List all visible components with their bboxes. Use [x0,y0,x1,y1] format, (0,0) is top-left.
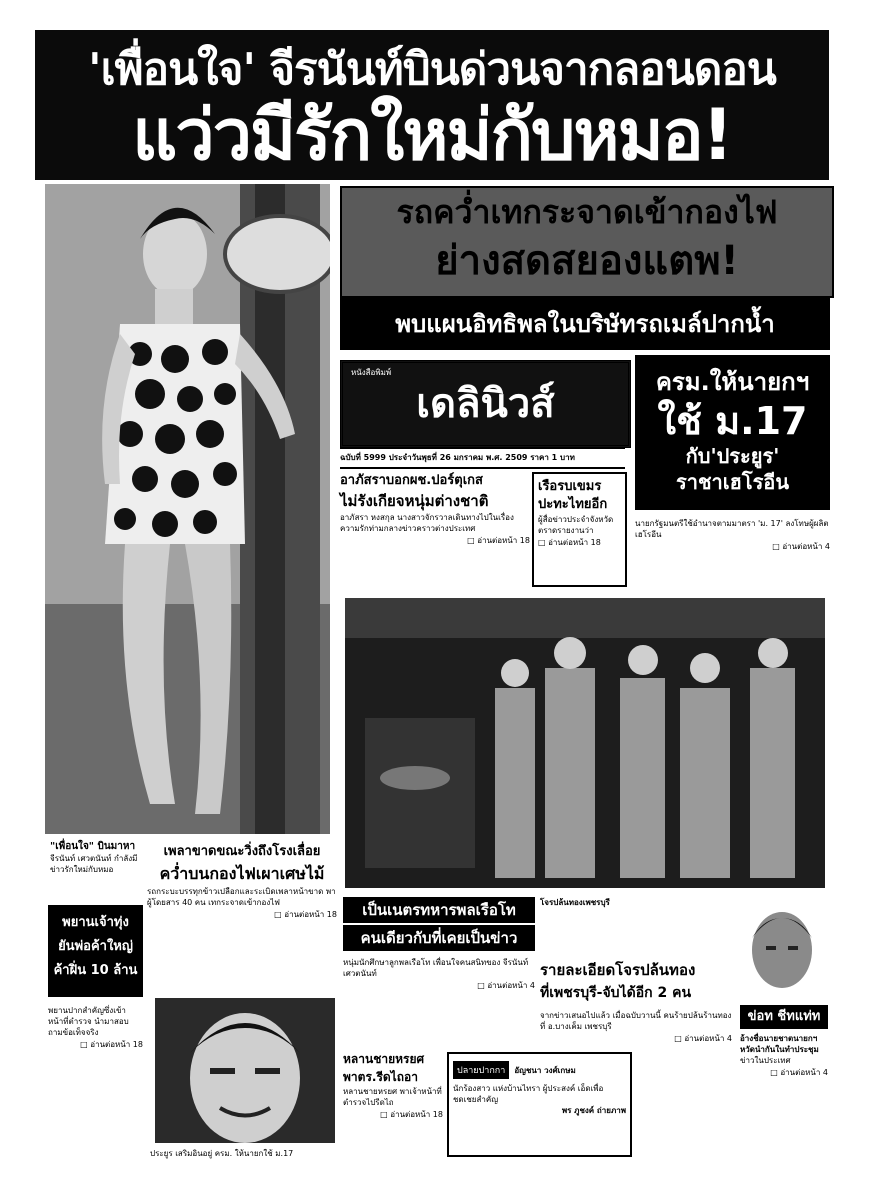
paper-issue-line [340,447,625,469]
cambodia-title-2: ปะทะไทยอีก [538,497,608,512]
witness-line-3: ค้าฝิ่น 10 ล้าน [53,963,138,978]
fire-title-2: คว่ำบนกองไฟเผาเศษไม้ [159,864,325,883]
cabinet-headline-box [635,355,830,510]
fire-more: □ อ่านต่อหน้า 18 [147,908,337,921]
goodnews-item-1: อ้างชื่อนายชาตนายกฯ [740,1034,818,1043]
witness-more: □ อ่านต่อหน้า 18 [48,1038,143,1051]
model-caption [50,840,145,900]
officials-illustration [345,598,825,888]
witness-line-1: พยานเจ้าทุ่ง [62,915,129,930]
navy-title-2: คนเดียวกับที่เคยเป็นข่าว [343,925,535,951]
cabinet-story [635,518,830,593]
model-illustration [45,184,330,834]
masthead-line-2: แว่วมีรักใหม่กับหมอ! [132,94,732,176]
column-author: อัญชนา วงศ์เกษม [514,1066,576,1075]
suspect-illustration [740,898,825,998]
portugal-title-1: อาภัสราบอกผช.ปอร์ตุเกส [340,473,483,488]
goodnews-more: □ อ่านต่อหน้า 4 [740,1066,828,1079]
portugal-body: อาภัสรา หงสกุล นางสาวจักรวาลเดินทางไปในเรื่องความรักท่ามกลางข่าวคราวต่างประเทศ [340,513,514,533]
navy-title-1: เป็นเนตรทหารพลเรือโท [343,897,535,923]
column-box [447,1052,632,1157]
cabinet-line-4: ราชาเฮโรอีน [676,470,789,494]
cabinet-body: นายกรัฐมนตรีใช้อำนาจตามมาตรา 'ม. 17' ลงโทษผู้ผลิตเฮโรอีน [635,519,829,539]
robbery-body: จากข่าวเสนอไปแล้ว เมื่อฉบับวานนี้ คนร้ายปล้นร้านทองที่ อ.บางเค็ม เพชรบุรี [540,1011,732,1031]
grandson-more: □ อ่านต่อหน้า 18 [343,1108,443,1121]
cambodia-title-1: เรือรบเขมร [538,479,602,494]
cambodia-body: ผู้สื่อข่าวประจำจังหวัดตราดรายงานว่า [538,515,614,535]
paper-logo-box [340,360,631,448]
goodnews-item-2: หวัดนำกันในทำประชุม [740,1045,819,1054]
goodnews-box [740,1005,828,1155]
grandson-title-1: หลานชายหรยศ [343,1052,425,1066]
paper-issue: ฉบับที่ 5999 ประจำวันพุธที่ 26 มกราคม พ.ศ. 2509 ราคา 1 บาท [340,453,575,462]
portugal-title-2: ไม่รังเกียจหนุ่มต่างชาติ [340,492,489,510]
fire-body: รถกระบะบรรทุกข้าวเปลือกและระเบิดเพลาหน้าขาด พาผู้โดยสาร 40 คน เทกระจาดเข้ากองไฟ [147,887,336,907]
model-photo [45,184,330,834]
paper-name: เดลินิวส์ [416,381,555,427]
goodnews-tag: ข่อท ชีทแท่ท [740,1005,828,1029]
column-signature: พร ภูชงค์ ถ่ายภาพ [561,1106,626,1115]
witness-body: พยานปากสำคัญซึ่งเข้าหน้าที่ตำรวจ นำมาสอบถามข้อเท็จจริง [48,1006,129,1037]
portugal-more: □ อ่านต่อหน้า 18 [340,534,530,547]
cabinet-line-2: ใช้ ม.17 [657,399,808,443]
robbery-title-2: ที่เพชรบุรี-จับได้อีก 2 คน [540,985,692,1001]
masthead-line-1: 'เพื่อนใจ' จีรนันท์บินด่วนจากลอนดอน [88,44,776,95]
column-body: นักร้องสาว แห่งบ้านไทรา ผู้ประสงค์ เอ็ดเพื่อชดเชยสำคัญ [453,1084,604,1104]
robbery-title-1: รายละเอียดโจรปล้นทอง [540,961,696,979]
crash-headline-line-1: รถคว่ำเทกระจาดเข้ากองไฟ [396,193,778,231]
grandson-story [343,1050,443,1160]
navy-body: หนุ่มนักศึกษาลูกพลเรือโท เพื่อนใจคนสนิทของ จีรนันท์ เศวตนันท์ [343,958,529,978]
prayoon-photo [155,998,335,1143]
crash-headline-line-2: ย่างสดสยองแตพ! [435,238,739,284]
officials-photo [345,598,825,888]
cabinet-line-1: ครม.ให้นายกฯ [655,368,810,396]
cambodia-more: □ อ่านต่อหน้า 18 [538,536,621,549]
masthead-banner [35,30,829,180]
cabinet-more: □ อ่านต่อหน้า 4 [635,540,830,553]
model-caption-body: จีรนันท์ เศวตนันท์ กำลังมีข่าวรักใหม่กับหมอ [50,854,138,874]
column-tag: ปลายปากกา [453,1061,509,1079]
crash-headline-box [340,186,834,298]
cambodia-story [532,472,627,587]
model-caption-title: "เพื่อนใจ" บินมาหา [50,841,136,852]
witness-story [48,1005,143,1165]
paper-kicker: หนังสือพิมพ์ [351,368,392,377]
bus-headline: พบแผนอิทธิพลในบริษัทรถเมล์ปากน้ำ [395,310,775,338]
goodnews-body: ข่าวในประเทศ [740,1056,791,1065]
cabinet-line-3: กับ'ประยูร' [685,444,780,468]
witness-headline-box [48,905,143,997]
grandson-title-2: พาตร.รีดไถอา [343,1070,418,1084]
robbery-kicker: โจรปล้นทองเพชรบุรี [540,898,610,907]
grandson-body: หลานชายหรยศ พาเจ้าหน้าที่ตำรวจไปรีดไถ [343,1087,442,1107]
prayoon-caption-box [150,1148,340,1168]
bus-headline-box [340,298,830,350]
navy-more: □ อ่านต่อหน้า 4 [343,979,535,992]
suspect-photo [740,898,825,998]
fire-story [147,842,337,992]
fire-title-1: เพลาขาดขณะวิ่งถึงโรงเลื่อย [163,844,321,859]
robbery-more: □ อ่านต่อหน้า 4 [540,1032,732,1045]
navy-story [343,897,535,1047]
portugal-story [340,472,530,592]
witness-line-2: ยันพ่อค้าใหญ่ [58,939,133,954]
prayoon-illustration [155,998,335,1143]
prayoon-caption: ประยูร เสริมอินอยู่ ครม. ให้นายกใช้ ม.17 [150,1149,294,1158]
